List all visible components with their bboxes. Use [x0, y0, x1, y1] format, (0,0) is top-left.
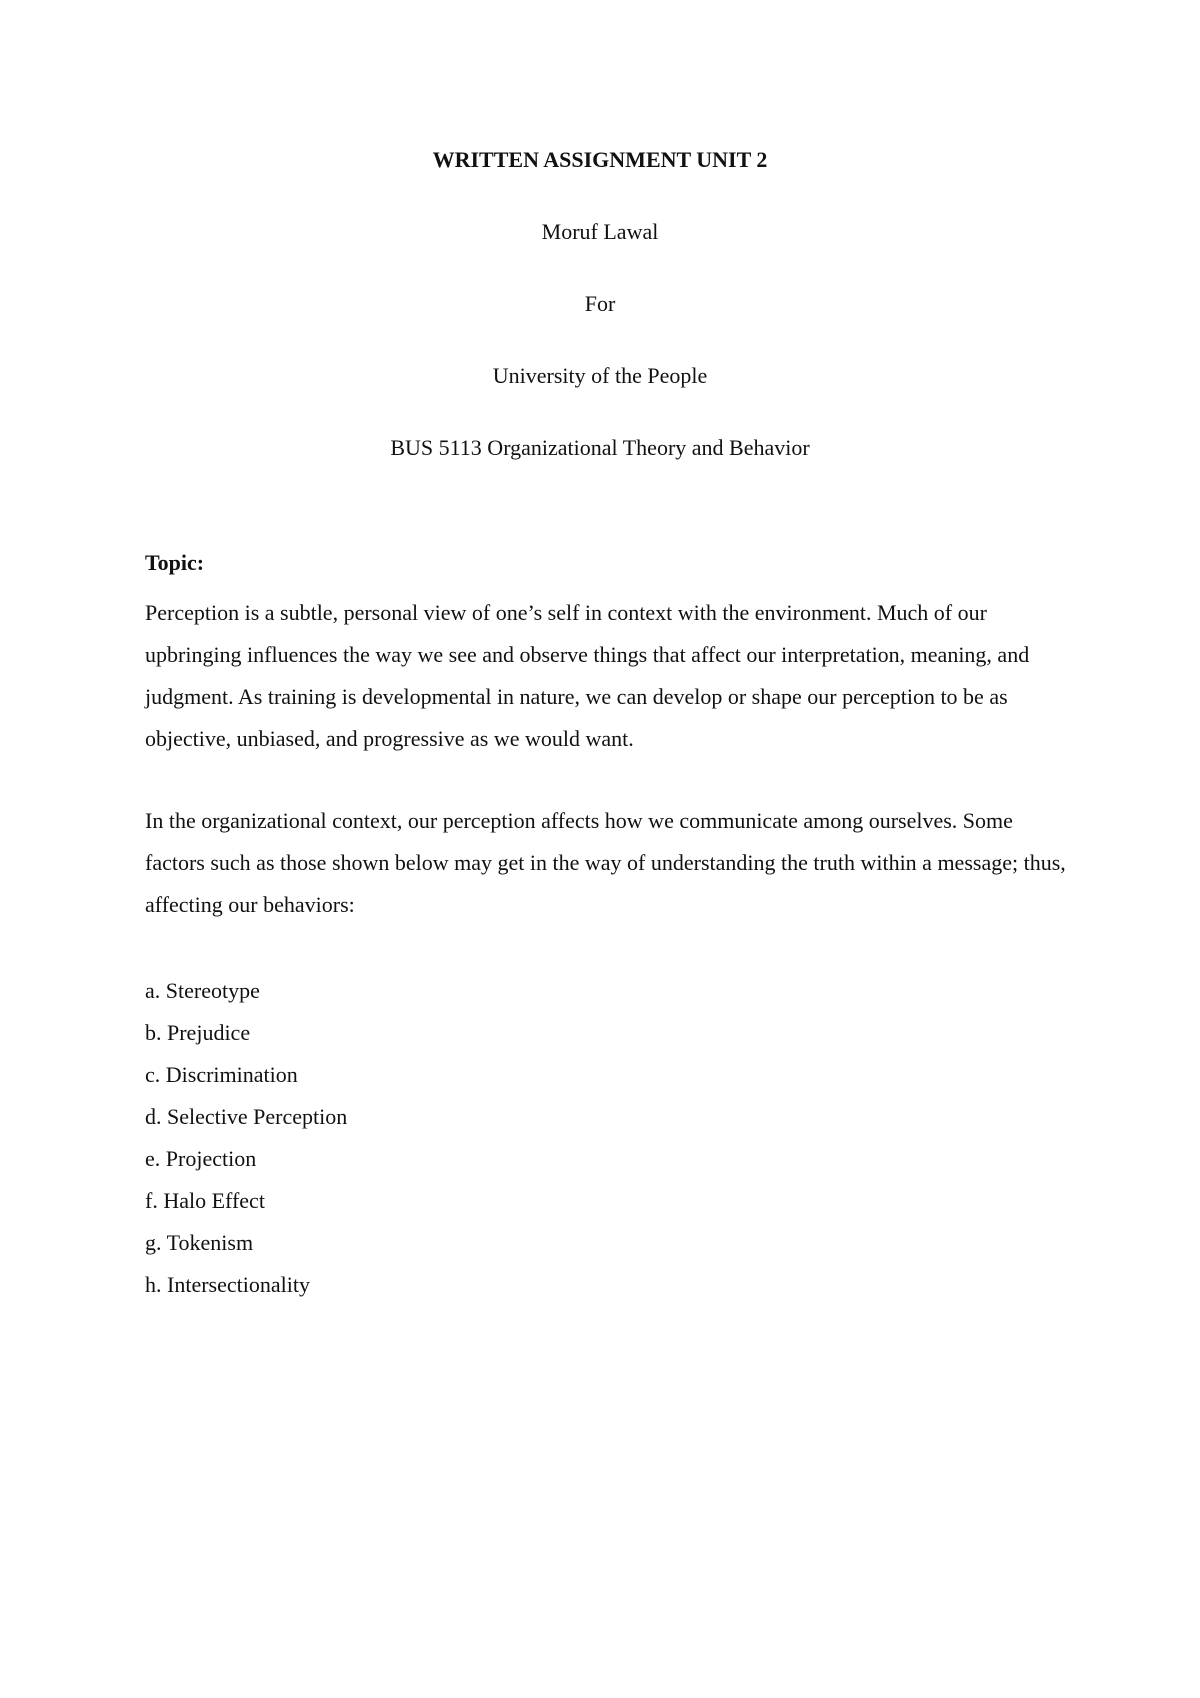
document-title: WRITTEN ASSIGNMENT UNIT 2: [432, 147, 768, 172]
list-item: c. Discrimination: [145, 1062, 298, 1087]
paragraph-perception: Perception is a subtle, personal view of one’s self in context with the environment. Much of our upbringing influences the way we see and observe things that affect our interpretation, meaning, and judgment. As training is developmental in nature, we can develop or shape our perception to be as objective, unbiased, and progressive as we would want.: [145, 600, 1030, 751]
institution-name: University of the People: [492, 363, 708, 388]
list-item: e. Projection: [145, 1146, 257, 1171]
author-name: Moruf Lawal: [541, 219, 659, 244]
factor-list: [145, 970, 1075, 1306]
list-item: g. Tokenism: [145, 1230, 254, 1255]
topic-heading: Topic:: [145, 550, 205, 575]
cover-block: [0, 145, 1200, 505]
topic-section: [145, 548, 1075, 1306]
list-item: d. Selective Perception: [145, 1104, 348, 1129]
for-label: For: [584, 291, 616, 316]
list-item: b. Prejudice: [145, 1020, 251, 1045]
course-name: BUS 5113 Organizational Theory and Behavior: [390, 435, 810, 460]
list-item: f. Halo Effect: [145, 1188, 265, 1213]
list-item: h. Intersectionality: [145, 1272, 310, 1297]
list-item: a. Stereotype: [145, 978, 260, 1003]
paragraph-organizational-context: In the organizational context, our perception affects how we communicate among ourselves. Some factors such as those shown below may get in the way of understanding the truth within a message; thus, affecting our behaviors:: [145, 808, 1066, 917]
